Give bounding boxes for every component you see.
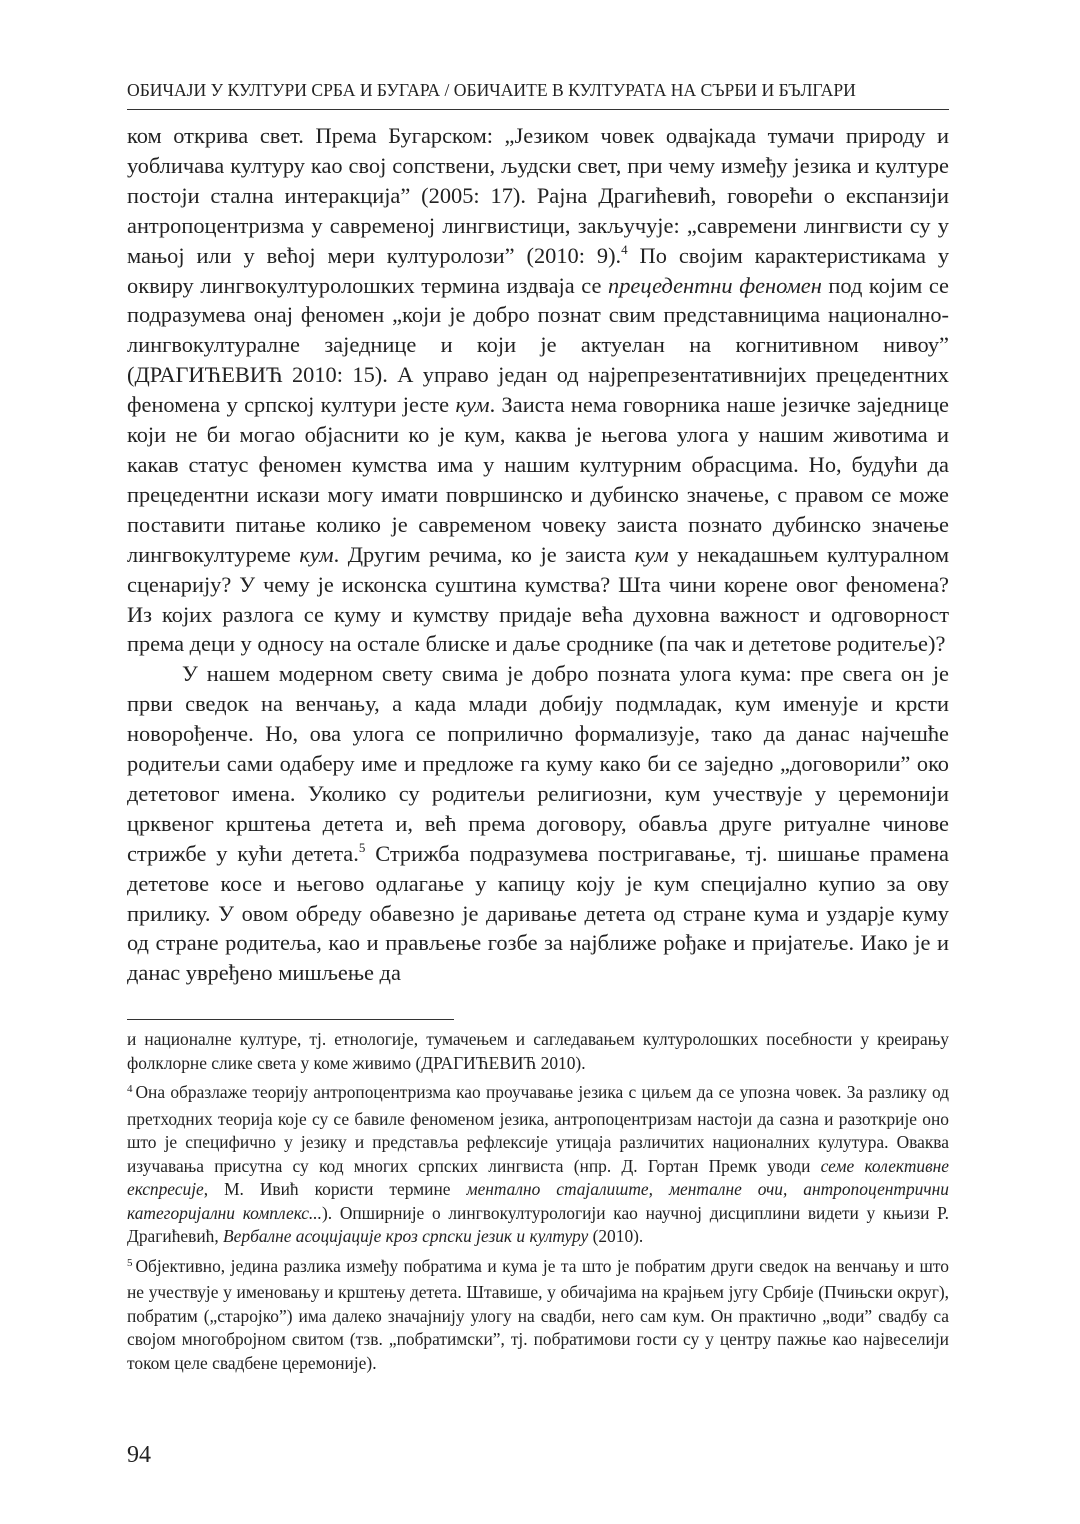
- term-kum: кум: [455, 392, 490, 418]
- footnote-5: [127, 1255, 949, 1376]
- fn5-text: Објективно, једина разлика између побратима и кума је та што је побратим други сведок на венчању и што не учествује у именовању и крштењу детета. Штавише, у обичајима на крајњем југу Србије (Пчињски округ), побратим („старојко”) има далеко значајнију улогу на свадби, него сам кум. Он практично „води” свадбу са својом многобројном свитом (тзв. „побратимски”, тј. побратимови гости су у центру пажње као највеселији током целе свадбене церемоније).: [127, 1255, 949, 1373]
- fn4-text-4: (2010).: [588, 1226, 644, 1246]
- footnotes: [127, 1028, 949, 1381]
- p1-text-6: у некадашњем културалном сценарију? У чему је исконска суштина кумства? Шта чини корене овог феномена? Из којих разлога се куму и кумству придаје већа духовна важност и одговорност према деци у односу на остале блиске и даље сроднике (па чак и дететове родитеље)?: [127, 541, 950, 657]
- fn4-book-title: Вербалне асоцијације кроз српски језик и културу: [223, 1226, 589, 1246]
- paragraph-1: [127, 121, 949, 659]
- p2-text-1: У нашем модерном свету свима је добро позната улога кума: пре свега он је први сведок на венчању, а када млади добију подмладак, кум именује и крсти новорођенче. Но, ова улога се поприлично формализује, тако да данас најчешће родитељи сами одаберу име и предложе га куму како би се заједно „договорили” око дететовог имена. Уколико су родитељи религиозни, кум учествује у церемонији црквеног крштења детета и, већ према договору, обавља друге ритуалне чинове стрижбе у кући детета.: [127, 661, 949, 866]
- footnote-ref-5[interactable]: 5: [358, 839, 366, 855]
- fn4-italic-1: семе колективне експресије: [127, 1155, 949, 1199]
- page-number: 94: [127, 1442, 151, 1468]
- header-rule: [127, 109, 949, 110]
- body-text: [127, 121, 949, 988]
- p1-text-5: . Другим речима, ко је заиста: [333, 541, 635, 567]
- p2-text-2: Стрижба подразумева постригавање, тј. шишање прамена дететове косе и његово одлагање у капицу коју је кум специјално купио за ову прилику. У овом обреду обавезно је даривање детета од стране кума и уздарје куму од стране родитеља, као и прављење гозбе за најближе рођаке и пријатеље. Иако је и данас увређено мишљење да: [127, 840, 949, 986]
- paragraph-2: [127, 659, 949, 988]
- running-head: ОБИЧАЈИ У КУЛТУРИ СРБА И БУГАРА / ОБИЧАИТЕ В КУЛТУРАТА НА СЪРБИ И БЪЛГАРИ: [127, 80, 856, 100]
- footnote-4-mark: 4: [127, 1083, 133, 1095]
- p1-text-4: . Заиста нема говорника наше језичке заједнице који не би могао објаснити ко је кум, каква је његова улога у нашим животима и какав статус феномен кумства има у нашим културним обрасцима. Но, будући да прецедентни искази могу имати површинско и дубинско значење, с правом се може поставити питање колико је савременом човеку заиста познато дубинско значење лингвокултуреме: [127, 392, 949, 567]
- term-kum: кум: [299, 541, 334, 567]
- footnote-5-mark: 5: [127, 1256, 133, 1269]
- footnote-4: [127, 1081, 949, 1249]
- footnote-separator: [127, 1019, 454, 1020]
- p1-text-2: По својим карактеристикама у оквиру лингвокултуролошких термина издваја се: [127, 242, 950, 298]
- fn4-italic-2: ментално стајалиште, менталне очи, антропоцентрични категоријални комплекс...: [127, 1179, 949, 1223]
- fn4-text-1: Она образлаже теорију антропоцентризма као проучавање језика с циљем да се упозна човек. За разлику од претходних теорија које су се бавиле феноменом језика, антропоцентризам настоји да сазна и разоткрије оно што је специфично у језику и представља рефлексије утицаја различитих националних кулутура. Оваква изучавања присутна су код многих српских лингвиста (нпр. Д. Гортан Премк уводи: [127, 1082, 949, 1176]
- p1-text-3: под којим се подразумева онај феномен „који је добро познат свим представницима национално-лингвокултуралне заједнице и који је актуелан на когнитивном нивоу” (ДРАГИЋЕВИЋ 2010: 15). А управо један од најрепрезентативнијих прецедентних феномена у српској култури јесте: [127, 272, 949, 418]
- term-kum: кум: [634, 541, 669, 567]
- footnote-ref-4[interactable]: 4: [621, 241, 628, 257]
- fn4-text-2: , М. Ивић користи термине: [203, 1179, 467, 1199]
- p1-text-1: ком открива свет. Према Бугарском: „Језиком човек одвајкада тумачи природу и уобличава културу као свој сопствени, људски свет, при чему између језика и културе постоји стална интеракција” (2005: 17). Рајна Драгићевић, говорећи о експанзији антропоцентризма у савременој лингвистици, закључује: „савремени лингвисти су у мањој или у већој мери културолози” (2010: 9).: [127, 123, 949, 268]
- footnote-continuation: и националне културе, тј. етнологије, тумачењем и сагледавањем културолошких посебности у креирању фолклорне слике света у коме живимо (ДРАГИЋЕВИЋ 2010).: [127, 1029, 949, 1073]
- fn4-text-3: ). Опширније о лингвокултурологији као научној дисциплини видети у књизи Р. Драгићевић,: [127, 1202, 950, 1246]
- term-precedent-phenomenon: прецедентни феномен: [608, 272, 822, 298]
